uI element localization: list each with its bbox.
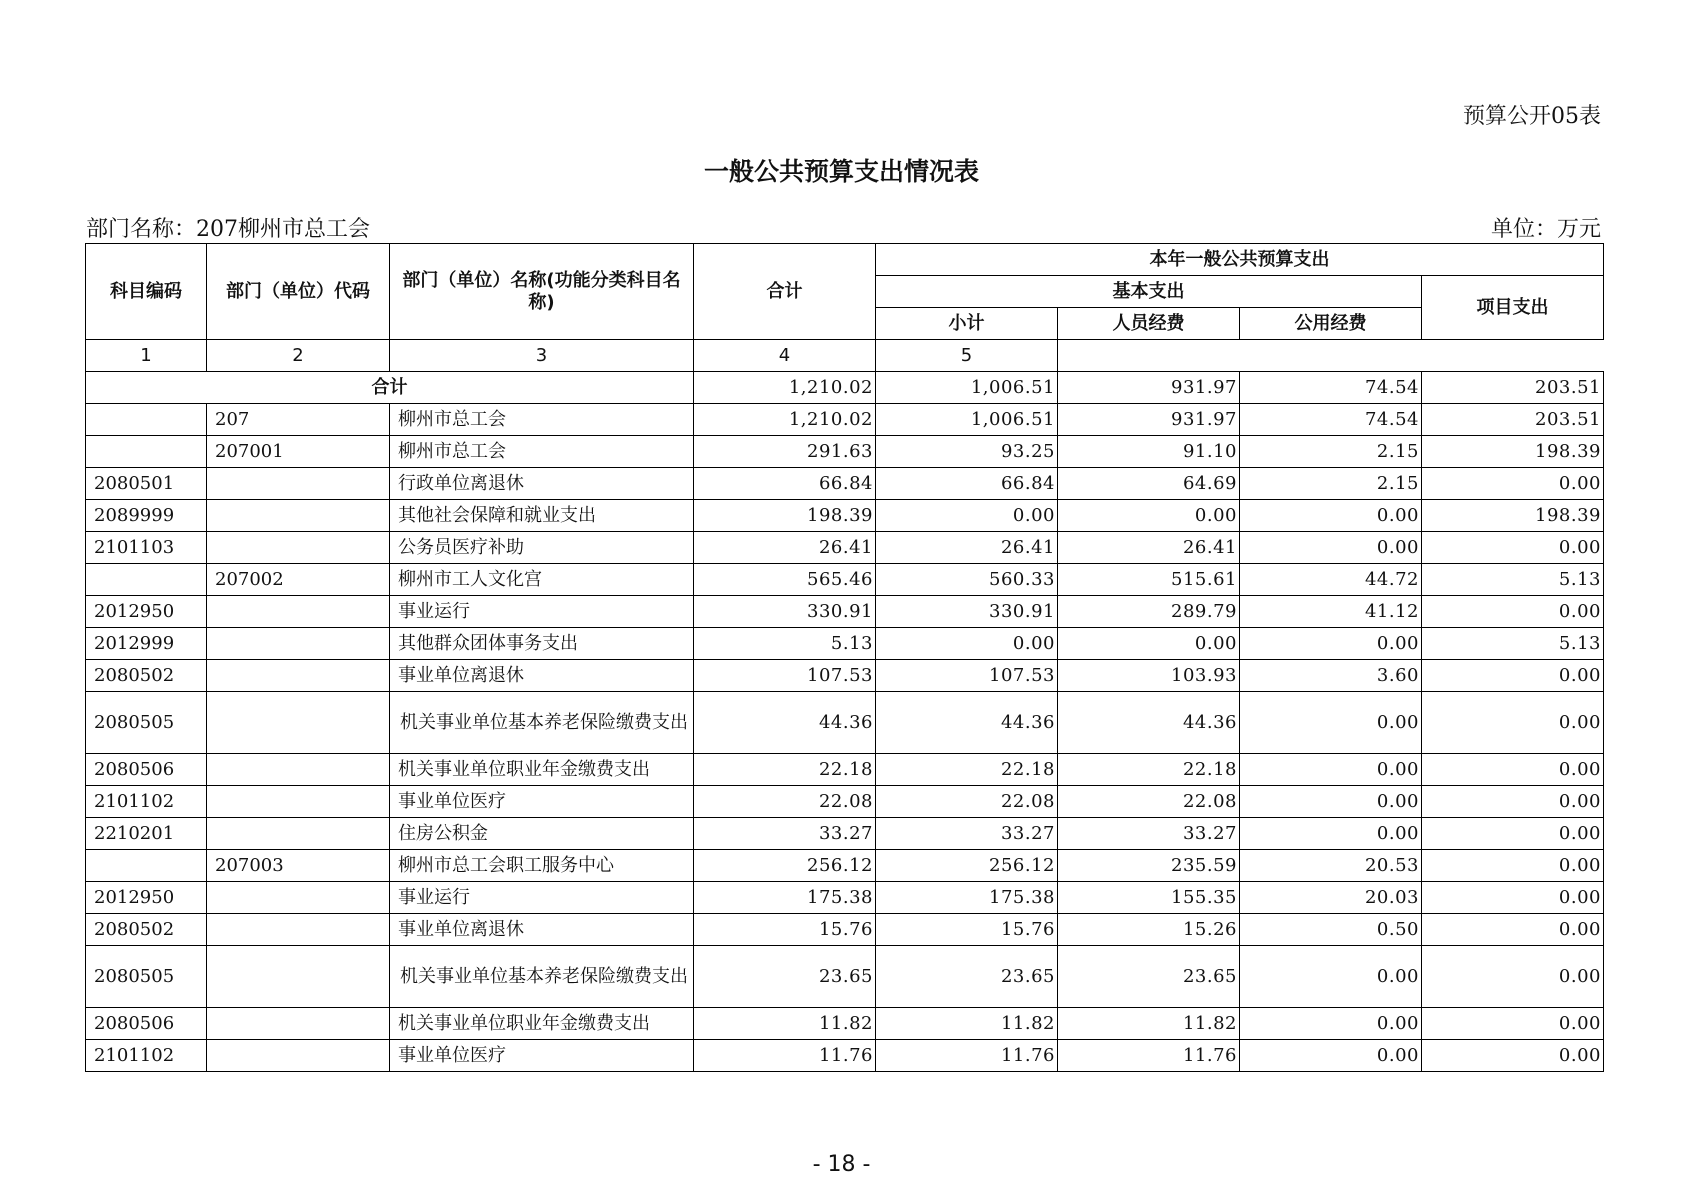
cell-dept-code	[207, 786, 390, 818]
cell-dept-code: 207001	[207, 436, 390, 468]
cell-item-name: 事业运行	[390, 882, 694, 914]
cell-dept-code	[207, 532, 390, 564]
cell-personnel: 91.10	[1058, 436, 1240, 468]
cell-subject-code: 2080502	[86, 660, 207, 692]
cell-personnel: 103.93	[1058, 660, 1240, 692]
table-row	[86, 468, 1604, 500]
cell-public: 20.53	[1240, 850, 1422, 882]
total-row	[86, 372, 1604, 404]
cell-item-name: 柳州市总工会	[390, 436, 694, 468]
cell-dept-code	[207, 914, 390, 946]
cell-item-name: 机关事业单位基本养老保险缴费支出	[390, 946, 694, 1008]
header-col3: 3	[390, 340, 694, 372]
cell-subject-code: 2101102	[86, 786, 207, 818]
cell-project: 203.51	[1422, 404, 1604, 436]
table-row	[86, 500, 1604, 532]
cell-total: 33.27	[694, 818, 876, 850]
header-personnel: 人员经费	[1058, 308, 1240, 340]
cell-project: 0.00	[1422, 850, 1604, 882]
cell-item-name: 事业运行	[390, 596, 694, 628]
cell-dept-code	[207, 946, 390, 1008]
total-row-label: 合计	[86, 372, 694, 404]
header-dept-code: 部门（单位）代码	[207, 244, 390, 340]
cell-dept-code	[207, 1008, 390, 1040]
cell-subject-code: 2080505	[86, 692, 207, 754]
cell-dept-code	[207, 468, 390, 500]
header-total: 合计	[694, 244, 876, 340]
cell-total: 198.39	[694, 500, 876, 532]
cell-subject-code: 2080505	[86, 946, 207, 1008]
cell-subject-code: 2012950	[86, 596, 207, 628]
cell-dept-code	[207, 660, 390, 692]
table-row	[86, 818, 1604, 850]
table-row	[86, 532, 1604, 564]
cell-subtotal: 22.18	[876, 754, 1058, 786]
table-row	[86, 692, 1604, 754]
cell-dept-code: 207002	[207, 564, 390, 596]
cell-personnel: 22.18	[1058, 754, 1240, 786]
cell-subject-code: 2012950	[86, 882, 207, 914]
cell-personnel: 11.76	[1058, 1040, 1240, 1072]
cell-public: 0.00	[1240, 1008, 1422, 1040]
cell-personnel: 0.00	[1058, 628, 1240, 660]
page-number: - 18 -	[812, 1152, 871, 1177]
cell-public: 44.72	[1240, 564, 1422, 596]
form-number: 预算公开05表	[1463, 104, 1601, 129]
total-row-personnel: 931.97	[1058, 372, 1240, 404]
cell-total: 330.91	[694, 596, 876, 628]
cell-project: 198.39	[1422, 436, 1604, 468]
cell-personnel: 0.00	[1058, 500, 1240, 532]
cell-total: 1,210.02	[694, 404, 876, 436]
cell-subject-code: 2012999	[86, 628, 207, 660]
header-project: 项目支出	[1422, 276, 1604, 340]
cell-public: 0.00	[1240, 500, 1422, 532]
cell-subtotal: 93.25	[876, 436, 1058, 468]
cell-public: 0.00	[1240, 946, 1422, 1008]
table-row	[86, 882, 1604, 914]
header-subject-code: 科目编码	[86, 244, 207, 340]
cell-project: 5.13	[1422, 628, 1604, 660]
cell-public: 2.15	[1240, 436, 1422, 468]
cell-dept-code	[207, 500, 390, 532]
cell-project: 0.00	[1422, 818, 1604, 850]
cell-item-name: 机关事业单位基本养老保险缴费支出	[390, 692, 694, 754]
cell-subject-code	[86, 564, 207, 596]
cell-subtotal: 33.27	[876, 818, 1058, 850]
cell-dept-code	[207, 754, 390, 786]
cell-total: 11.82	[694, 1008, 876, 1040]
cell-public: 0.00	[1240, 692, 1422, 754]
cell-subtotal: 560.33	[876, 564, 1058, 596]
table-row	[86, 436, 1604, 468]
cell-personnel: 155.35	[1058, 882, 1240, 914]
cell-subtotal: 66.84	[876, 468, 1058, 500]
cell-total: 22.08	[694, 786, 876, 818]
total-row-total: 1,210.02	[694, 372, 876, 404]
cell-subject-code	[86, 404, 207, 436]
header-col4: 4	[694, 340, 876, 372]
cell-total: 15.76	[694, 914, 876, 946]
cell-subtotal: 256.12	[876, 850, 1058, 882]
cell-public: 0.00	[1240, 532, 1422, 564]
cell-dept-code	[207, 818, 390, 850]
cell-personnel: 11.82	[1058, 1008, 1240, 1040]
cell-subtotal: 107.53	[876, 660, 1058, 692]
cell-total: 66.84	[694, 468, 876, 500]
cell-personnel: 931.97	[1058, 404, 1240, 436]
total-row-project: 203.51	[1422, 372, 1604, 404]
header-col5: 5	[876, 340, 1058, 372]
cell-personnel: 289.79	[1058, 596, 1240, 628]
cell-item-name: 柳州市总工会职工服务中心	[390, 850, 694, 882]
cell-public: 0.50	[1240, 914, 1422, 946]
table-row	[86, 628, 1604, 660]
cell-subtotal: 11.76	[876, 1040, 1058, 1072]
cell-subtotal: 22.08	[876, 786, 1058, 818]
table-row	[86, 404, 1604, 436]
cell-personnel: 235.59	[1058, 850, 1240, 882]
cell-total: 11.76	[694, 1040, 876, 1072]
header-subtotal: 小计	[876, 308, 1058, 340]
department-name: 部门名称：207柳州市总工会	[86, 217, 370, 242]
cell-item-name: 事业单位医疗	[390, 1040, 694, 1072]
unit-label: 单位：万元	[1490, 217, 1601, 242]
cell-subject-code	[86, 436, 207, 468]
table-row	[86, 596, 1604, 628]
cell-subtotal: 15.76	[876, 914, 1058, 946]
cell-public: 0.00	[1240, 754, 1422, 786]
cell-subtotal: 330.91	[876, 596, 1058, 628]
cell-public: 0.00	[1240, 818, 1422, 850]
cell-subject-code: 2080501	[86, 468, 207, 500]
cell-public: 0.00	[1240, 1040, 1422, 1072]
cell-item-name: 柳州市工人文化宫	[390, 564, 694, 596]
header-dept-name: 部门（单位）名称(功能分类科目名称)	[390, 244, 694, 340]
cell-subject-code: 2210201	[86, 818, 207, 850]
cell-project: 0.00	[1422, 1008, 1604, 1040]
cell-total: 565.46	[694, 564, 876, 596]
cell-subtotal: 26.41	[876, 532, 1058, 564]
cell-item-name: 其他群众团体事务支出	[390, 628, 694, 660]
cell-subtotal: 44.36	[876, 692, 1058, 754]
cell-public: 2.15	[1240, 468, 1422, 500]
cell-personnel: 64.69	[1058, 468, 1240, 500]
cell-project: 0.00	[1422, 754, 1604, 786]
cell-project: 0.00	[1422, 914, 1604, 946]
cell-public: 0.00	[1240, 786, 1422, 818]
cell-subtotal: 175.38	[876, 882, 1058, 914]
header-current-year: 本年一般公共预算支出	[876, 244, 1604, 276]
cell-public: 3.60	[1240, 660, 1422, 692]
cell-item-name: 事业单位医疗	[390, 786, 694, 818]
cell-project: 0.00	[1422, 882, 1604, 914]
cell-project: 0.00	[1422, 596, 1604, 628]
cell-project: 5.13	[1422, 564, 1604, 596]
cell-subtotal: 0.00	[876, 628, 1058, 660]
cell-total: 23.65	[694, 946, 876, 1008]
cell-personnel: 515.61	[1058, 564, 1240, 596]
header-public: 公用经费	[1240, 308, 1422, 340]
total-row-subtotal: 1,006.51	[876, 372, 1058, 404]
cell-project: 0.00	[1422, 692, 1604, 754]
cell-project: 0.00	[1422, 660, 1604, 692]
header-col1: 1	[86, 340, 207, 372]
cell-subject-code: 2080502	[86, 914, 207, 946]
cell-public: 0.00	[1240, 628, 1422, 660]
cell-personnel: 22.08	[1058, 786, 1240, 818]
cell-subject-code: 2080506	[86, 754, 207, 786]
cell-item-name: 事业单位离退休	[390, 660, 694, 692]
cell-project: 0.00	[1422, 946, 1604, 1008]
cell-total: 175.38	[694, 882, 876, 914]
table-row	[86, 754, 1604, 786]
table-row	[86, 946, 1604, 1008]
cell-total: 291.63	[694, 436, 876, 468]
table-row	[86, 1040, 1604, 1072]
cell-subject-code: 2101103	[86, 532, 207, 564]
cell-item-name: 住房公积金	[390, 818, 694, 850]
cell-subtotal: 11.82	[876, 1008, 1058, 1040]
cell-project: 0.00	[1422, 786, 1604, 818]
cell-item-name: 其他社会保障和就业支出	[390, 500, 694, 532]
cell-subject-code: 2101102	[86, 1040, 207, 1072]
cell-subtotal: 23.65	[876, 946, 1058, 1008]
cell-subtotal: 1,006.51	[876, 404, 1058, 436]
cell-total: 107.53	[694, 660, 876, 692]
cell-dept-code	[207, 596, 390, 628]
cell-personnel: 33.27	[1058, 818, 1240, 850]
header-col2: 2	[207, 340, 390, 372]
cell-item-name: 行政单位离退休	[390, 468, 694, 500]
cell-total: 256.12	[694, 850, 876, 882]
cell-project: 0.00	[1422, 532, 1604, 564]
cell-dept-code	[207, 1040, 390, 1072]
cell-subject-code: 2089999	[86, 500, 207, 532]
cell-total: 44.36	[694, 692, 876, 754]
cell-dept-code: 207003	[207, 850, 390, 882]
cell-item-name: 事业单位离退休	[390, 914, 694, 946]
cell-project: 0.00	[1422, 1040, 1604, 1072]
cell-public: 74.54	[1240, 404, 1422, 436]
cell-total: 26.41	[694, 532, 876, 564]
total-row-public: 74.54	[1240, 372, 1422, 404]
cell-dept-code	[207, 882, 390, 914]
table-row	[86, 564, 1604, 596]
cell-project: 0.00	[1422, 468, 1604, 500]
cell-item-name: 机关事业单位职业年金缴费支出	[390, 1008, 694, 1040]
cell-subtotal: 0.00	[876, 500, 1058, 532]
table-row	[86, 914, 1604, 946]
cell-total: 22.18	[694, 754, 876, 786]
cell-subject-code	[86, 850, 207, 882]
cell-personnel: 26.41	[1058, 532, 1240, 564]
budget-table	[85, 243, 1604, 1072]
table-row	[86, 786, 1604, 818]
cell-personnel: 44.36	[1058, 692, 1240, 754]
table-row	[86, 1008, 1604, 1040]
table-row	[86, 660, 1604, 692]
cell-personnel: 23.65	[1058, 946, 1240, 1008]
cell-total: 5.13	[694, 628, 876, 660]
cell-project: 198.39	[1422, 500, 1604, 532]
cell-public: 20.03	[1240, 882, 1422, 914]
cell-dept-code: 207	[207, 404, 390, 436]
page-title: 一般公共预算支出情况表	[703, 157, 979, 186]
cell-item-name: 机关事业单位职业年金缴费支出	[390, 754, 694, 786]
table-row	[86, 850, 1604, 882]
header-basic: 基本支出	[876, 276, 1422, 308]
cell-public: 41.12	[1240, 596, 1422, 628]
cell-dept-code	[207, 692, 390, 754]
cell-dept-code	[207, 628, 390, 660]
cell-personnel: 15.26	[1058, 914, 1240, 946]
cell-item-name: 公务员医疗补助	[390, 532, 694, 564]
cell-item-name: 柳州市总工会	[390, 404, 694, 436]
cell-subject-code: 2080506	[86, 1008, 207, 1040]
